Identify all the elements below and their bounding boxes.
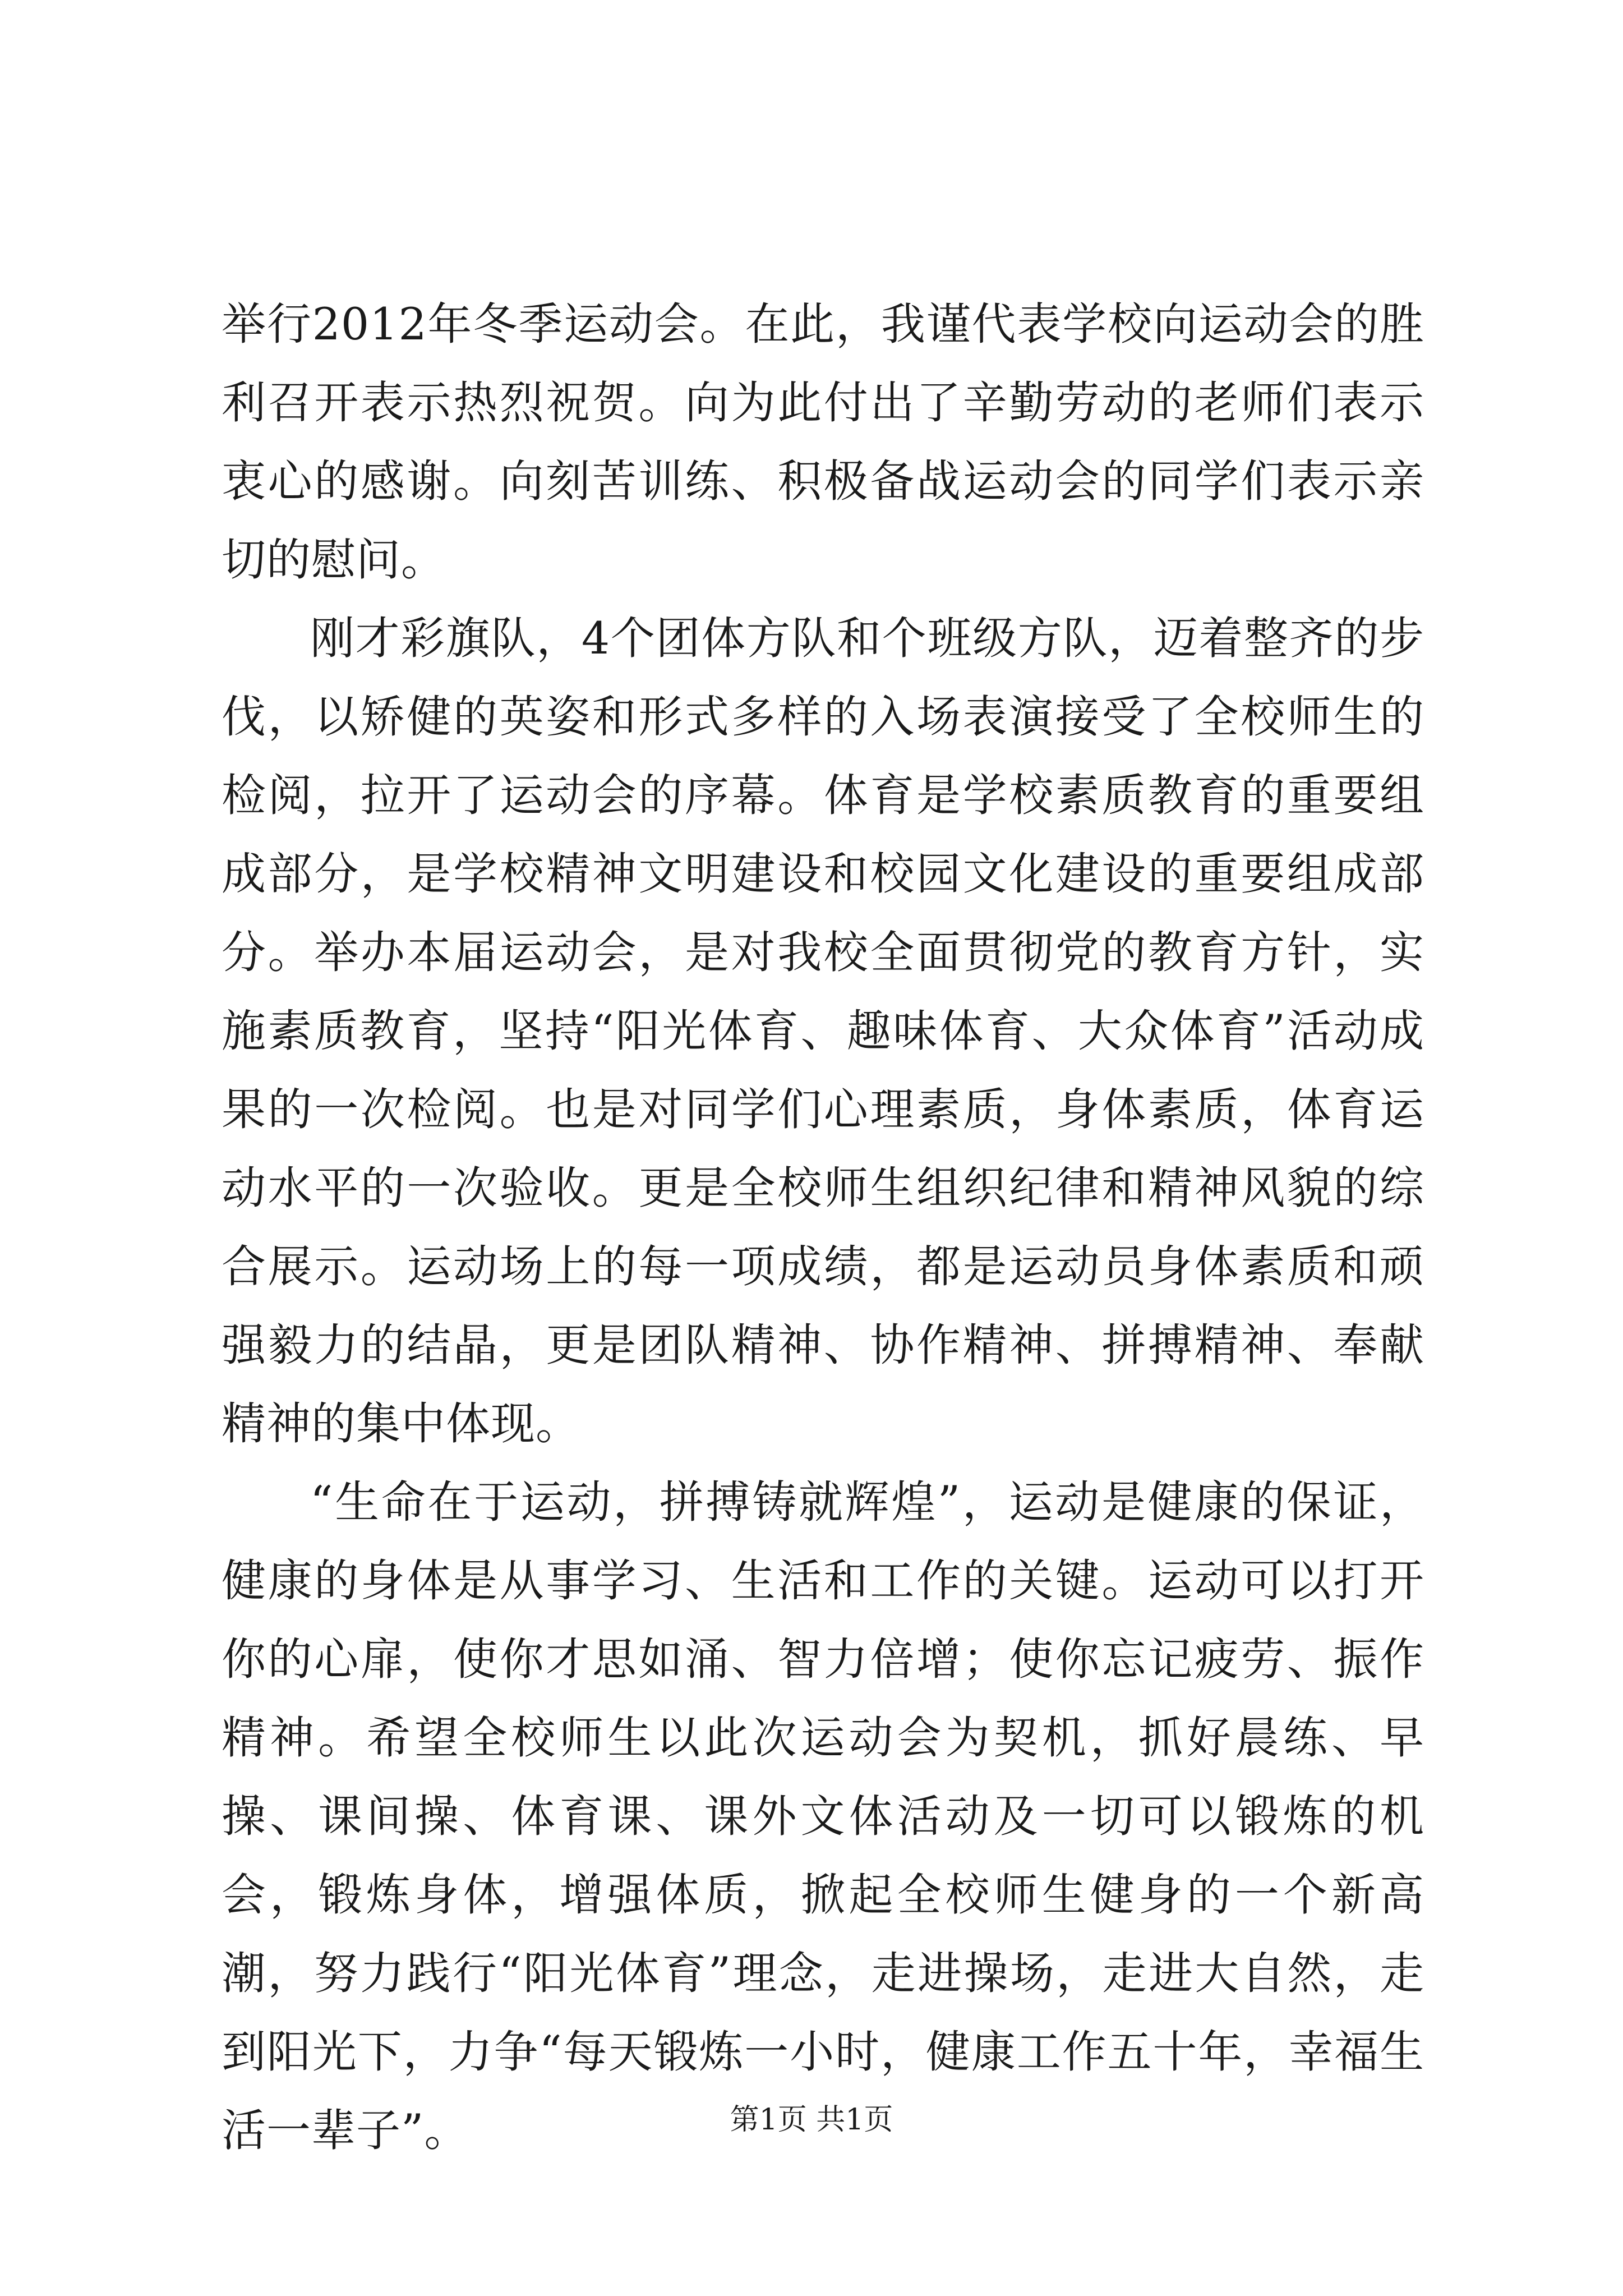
document-body: [222, 285, 1424, 2170]
paragraph-2: 刚才彩旗队，4个团体方队和个班级方队，迈着整齐的步伐，以矫健的英姿和形式多样的入场表演接受了全校师生的检阅，拉开了运动会的序幕。体育是学校素质教育的重要组成部分，是学校精神文明建设和校园文化建设的重要组成部分。举办本届运动会，是对我校全面贯彻党的教育方针，实施素质教育，坚持“阳光体育、趣味体育、大众体育”活动成果的一次检阅。也是对同学们心理素质，身体素质，体育运动水平的一次验收。更是全校师生组织纪律和精神风貌的综合展示。运动场上的每一项成绩，都是运动员身体素质和顽强毅力的结晶，更是团队精神、协作精神、拼搏精神、奉献精神的集中体现。: [222, 613, 1424, 1450]
paragraph-1: 举行2012年冬季运动会。在此，我谨代表学校向运动会的胜利召开表示热烈祝贺。向为此付出了辛勤劳动的老师们表示衷心的感谢。向刻苦训练、积极备战运动会的同学们表示亲切的慰问。: [222, 298, 1424, 586]
page-footer: 第1页 共1页: [730, 2103, 893, 2137]
paragraph-3: “生命在于运动，拼搏铸就辉煌”，运动是健康的保证，健康的身体是从事学习、生活和工作的关键。运动可以打开你的心扉，使你才思如涌、智力倍增；使你忘记疲劳、振作精神。希望全校师生以此次运动会为契机，抓好晨练、早操、课间操、体育课、课外文体活动及一切可以锻炼的机会，锻炼身体，增强体质，掀起全校师生健身的一个新高潮，努力践行“阳光体育”理念，走进操场，走进大自然，走到阳光下，力争“每天锻炼一小时，健康工作五十年，幸福生活一辈子”。: [222, 1476, 1424, 2156]
